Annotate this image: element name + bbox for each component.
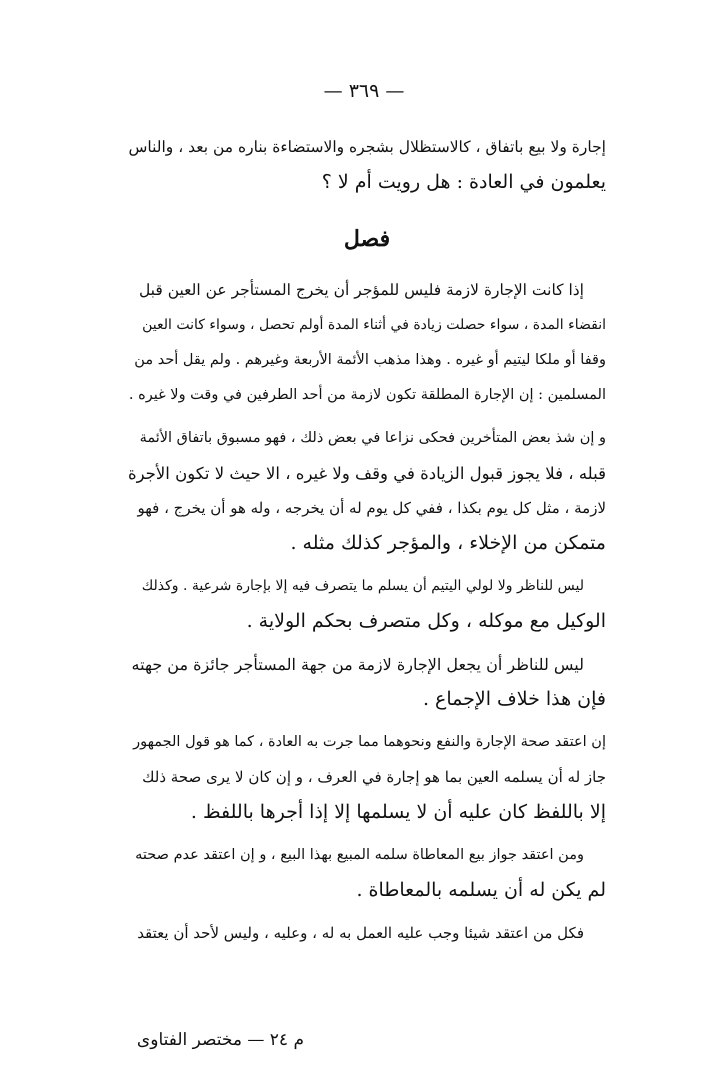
text-line: إلا باللفظ كان عليه أن لا يسلمها إلا إذا أجرها باللفظ . <box>190 801 606 823</box>
text-line: لازمة ، مثل كل يوم بكذا ، ففي كل يوم له أن يخرجه ، وله هو أن يخرج ، فهو <box>137 499 606 517</box>
paragraph <box>128 838 606 908</box>
paragraph <box>128 569 606 639</box>
text-line: جاز له أن يسلمه العين بما هو إجارة في العرف ، و إن كان لا يرى صحة ذلك <box>142 768 606 786</box>
page-footer: م ٢٤ — مختصر الفتاوى <box>136 1030 304 1050</box>
text-line: فكل من اعتقد شيئا وجب عليه العمل به له ، وعليه ، وليس لأحد أن يعتقد <box>137 924 584 942</box>
text-line: الوكيل مع موكله ، وكل متصرف بحكم الولاية . <box>246 610 606 632</box>
text-line: متمكن من الإخلاء ، والمؤجر كذلك مثله . <box>290 532 606 554</box>
text-line: إجارة ولا بيع باتفاق ، كالاستظلال بشجره والاستضاءة بناره من بعد ، والناس <box>128 138 606 156</box>
text-line: المسلمين : إن الإجارة المطلقة تكون لازمة من أحد الطرفين في وقت ولا غيره . <box>128 387 606 403</box>
paragraph <box>128 273 606 413</box>
text-line: يعلمون في العادة : هل رويت أم لا ؟ <box>321 171 606 193</box>
paragraph <box>128 130 606 200</box>
text-line: فإن هذا خلاف الإجماع . <box>422 688 606 710</box>
paragraph <box>128 725 606 830</box>
text-line: و إن شذ بعض المتأخرين فحكى نزاعا في بعض ذلك ، فهو مسبوق باتفاق الأئمة <box>139 430 606 446</box>
section-heading: فصل <box>343 226 391 252</box>
text-line: إن اعتقد صحة الإجارة والنفع ونحوهما مما جرت به العادة ، كما هو قول الجمهور <box>133 734 606 750</box>
text-line: ليس للناظر أن يجعل الإجارة لازمة من جهة المستأجر جائزة من جهته <box>131 655 584 674</box>
page-number: — ٣٦٩ — <box>323 80 405 102</box>
text-line: ومن اعتقد جواز بيع المعاطاة سلمه المبيع بهذا البيع ، و إن اعتقد عدم صحته <box>135 847 584 863</box>
paragraph <box>128 647 606 717</box>
text-line: إذا كانت الإجارة لازمة فليس للمؤجر أن يخرج المستأجر عن العين قبل <box>138 281 584 299</box>
text-line: قبله ، فلا يجوز قبول الزيادة في وقف ولا غيره ، الا حيث لا تكون الأجرة <box>127 464 606 483</box>
text-line: انقضاء المدة ، سواء حصلت زيادة في أثناء المدة أولم تحصل ، وسواء كانت العين <box>142 317 606 333</box>
paragraph <box>128 916 606 951</box>
text-line: ليس للناظر ولا لولي اليتيم أن يسلم ما يتصرف فيه إلا بإجارة شرعية . وكذلك <box>141 578 584 594</box>
paragraph <box>128 421 606 561</box>
page-body <box>128 130 606 959</box>
text-line: وقفا أو ملكا ليتيم أو غيره . وهذا مذهب الأئمة الأربعة وغيرهم . ولم يقل أحد من <box>134 352 606 368</box>
text-line: لم يكن له أن يسلمه بالمعاطاة . <box>356 879 606 901</box>
